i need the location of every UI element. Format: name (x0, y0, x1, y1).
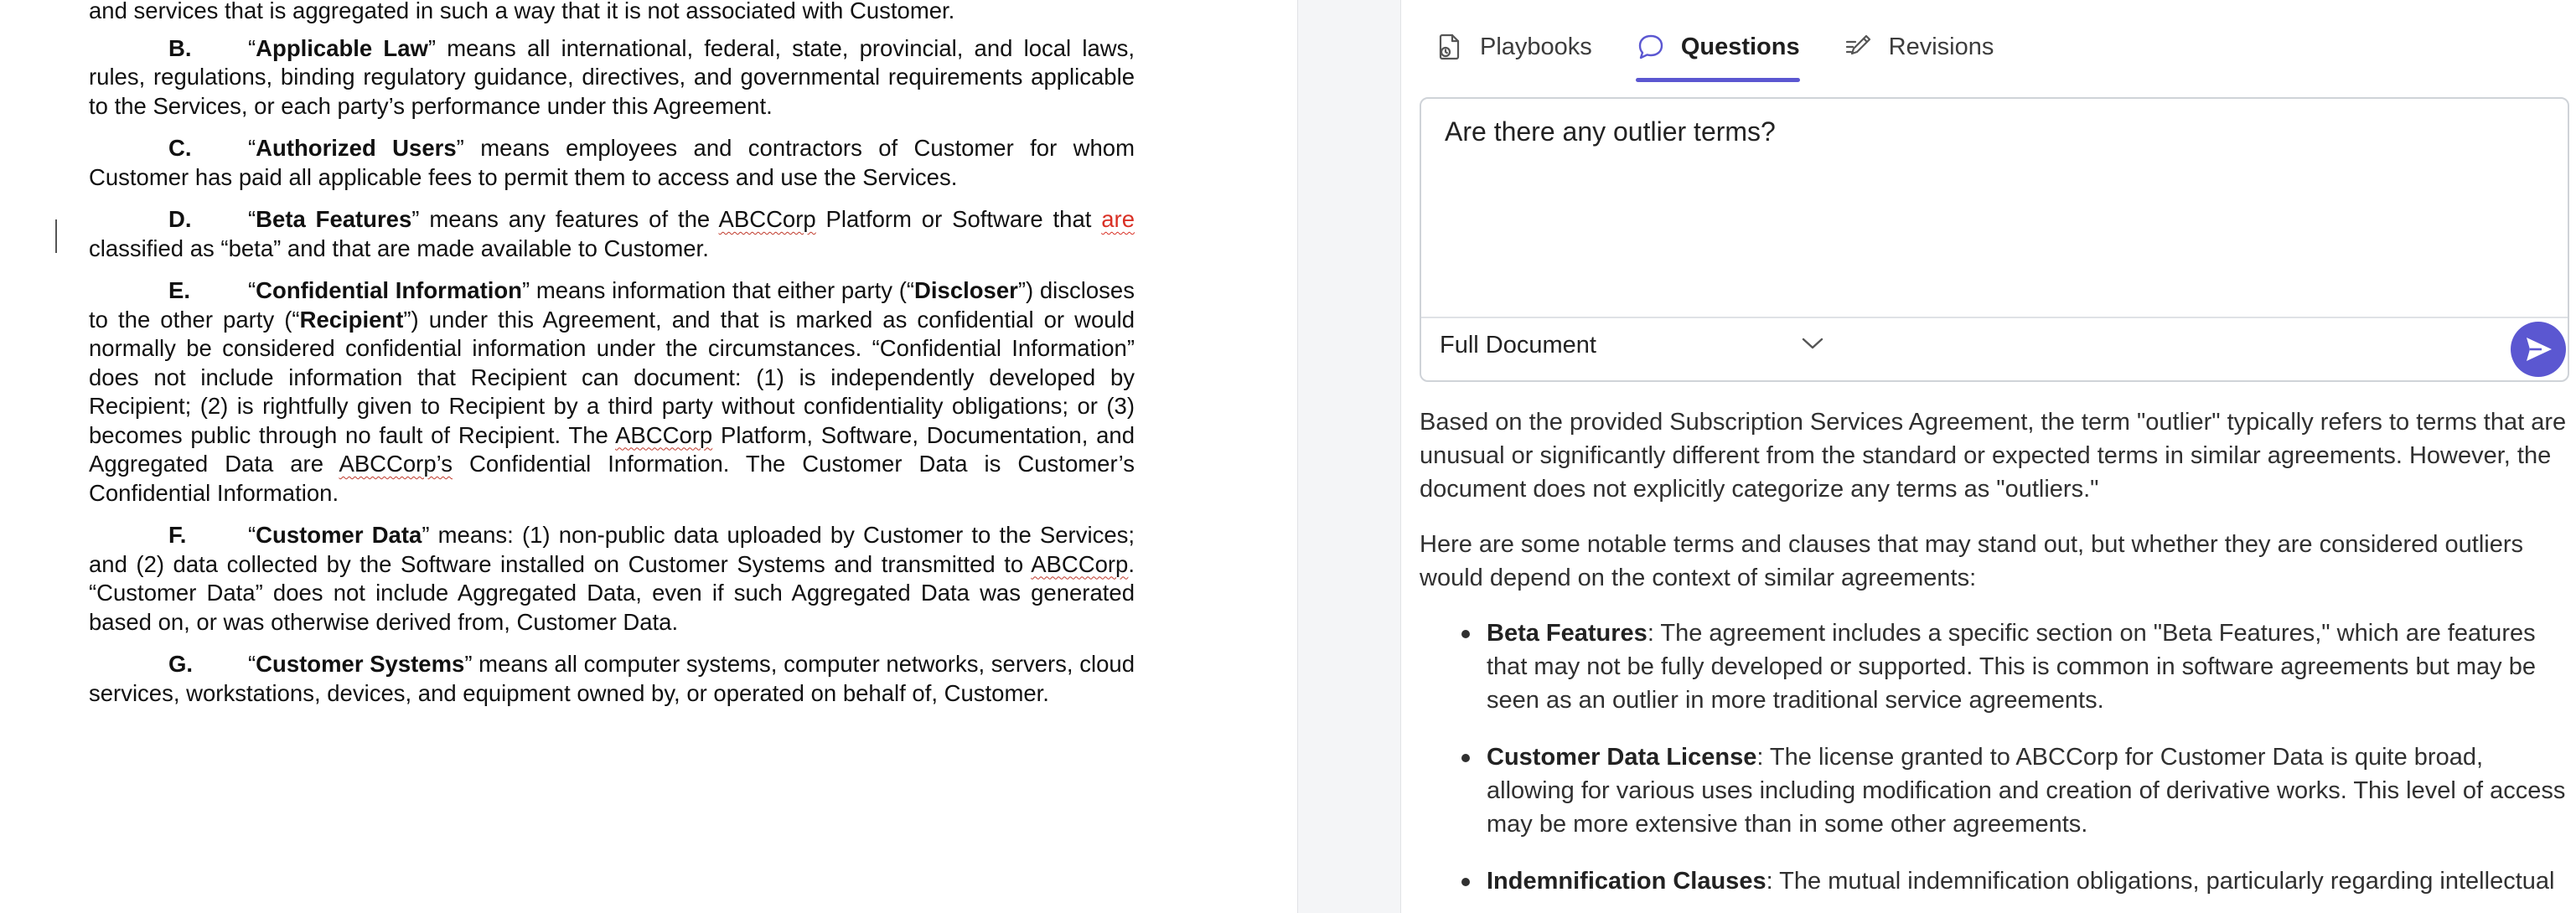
close-quote: ” (411, 206, 420, 232)
defined-term: Applicable Law (256, 34, 428, 61)
chevron-down-icon (1800, 335, 1825, 356)
spell-flagged-brand[interactable]: ABCCorp (718, 206, 816, 232)
tab-label: Revisions (1888, 33, 1994, 60)
open-quote: “ (248, 277, 256, 303)
doc-paragraph-aggregated-tail (89, 0, 1135, 26)
send-icon (2522, 333, 2554, 365)
definition-text: classified as “beta” and that are made available to Customer. (89, 235, 709, 261)
definition-text: ” means information that either party (“ (521, 277, 915, 303)
spell-flagged-brand[interactable]: ABCCorp (615, 421, 713, 448)
definition-confidential-information (89, 276, 1135, 508)
send-button[interactable] (2511, 322, 2566, 377)
defined-term-recipient: Recipient (299, 306, 404, 333)
definition-letter: E. (168, 277, 190, 303)
list-item-term: Beta Features (1487, 620, 1648, 647)
question-footer (1421, 317, 2568, 380)
list-item-term: Customer Data License (1487, 744, 1757, 771)
list-item-term: Indemnification Clauses (1487, 868, 1766, 895)
defined-term: Customer Systems (256, 651, 465, 677)
defined-term: Confidential Information (256, 277, 522, 303)
definition-text: . “Customer Data” does not include Aggregated Data, even if such Aggregated Data was generated based on, or was otherwise derived from, Customer Data. (89, 550, 1135, 635)
definition-letter: G. (168, 651, 194, 677)
definition-text: means any features of the (419, 206, 719, 232)
grammar-flagged-word[interactable]: are (1101, 206, 1135, 232)
playbook-icon (1435, 32, 1465, 62)
pen-icon (1844, 32, 1874, 62)
list-item (1461, 616, 2568, 717)
assistant-tabs (1435, 22, 1994, 85)
definition-text: Platform or Software that (815, 206, 1102, 232)
defined-term-discloser: Discloser (914, 277, 1018, 303)
close-quote: ” (456, 135, 464, 161)
defined-term: Authorized Users (256, 135, 457, 161)
definition-applicable-law (89, 34, 1135, 121)
assistant-pane (1401, 0, 2576, 913)
definition-customer-systems (89, 650, 1135, 708)
doc-text: and services that is aggregated in such a way that it is not associated with Customer. (89, 0, 955, 23)
definition-letter: B. (168, 34, 192, 61)
answer-content (1420, 405, 2568, 913)
answer-paragraph: Here are some notable terms and clauses that may stand out, but whether they are considered outliers would depend on the context of similar agreements: (1420, 531, 2523, 591)
defined-term: Customer Data (256, 522, 422, 548)
scope-dropdown[interactable] (1440, 332, 1825, 359)
answer-paragraph: Based on the provided Subscription Services Agreement, the term "outlier" typically refers to terms that are unusual or significantly different from the standard or expected terms in similar agreements. However, the document does not explicitly categorize any terms as "outliers." (1420, 409, 2567, 503)
definition-text: Confidential Information. The Customer Data is Customer’s Confidential Information. (89, 451, 1135, 506)
definition-text: ”) discloses to the other party (“ (89, 277, 1135, 333)
definition-letter: C. (168, 135, 192, 161)
open-quote: “ (248, 206, 256, 232)
definition-text: means employees and contractors of Customer for whom Customer has paid all applicable fees to permit them to access and use the Services. (89, 135, 1135, 190)
definition-authorized-users (89, 134, 1135, 192)
open-quote: “ (248, 651, 256, 677)
open-quote: “ (248, 34, 256, 61)
tab-questions[interactable] (1636, 22, 1800, 72)
answer-list (1461, 616, 2568, 898)
tab-revisions[interactable] (1844, 22, 1994, 72)
change-bar (55, 219, 57, 253)
list-item (1461, 740, 2568, 841)
tab-playbooks[interactable] (1435, 22, 1592, 72)
scope-selected-value: Full Document (1440, 332, 1596, 358)
tab-label: Questions (1680, 33, 1800, 60)
question-box (1420, 97, 2569, 382)
close-quote: ” (427, 34, 437, 61)
definition-beta-features (89, 205, 1135, 263)
definition-text: ”) under this Agreement, and that is marked as confidential or would normally be considered confidential information under the circumstances. “Confidential Information” does not include information that Recipient can document: (1) is independently developed by Recipient; (2) is rightfully given to Recipient by a third party without confidentiality obligations; or (3) becomes public through no fault of Recipient. The (89, 306, 1135, 448)
document-body[interactable] (89, 0, 1135, 721)
spell-flagged-brand[interactable]: ABCCorp (1031, 550, 1129, 577)
question-input[interactable] (1445, 114, 2544, 315)
list-item-text: : The agreement includes a specific section on "Beta Features," which are features that may not be fully developed or supported. This is common in software agreements but may be seen as an outlier in more traditional service agreements. (1487, 620, 2536, 714)
spell-flagged-brand[interactable]: ABCCorp’s (339, 451, 453, 477)
definition-text: ” means: (1) non-public data uploaded by Customer to the Services; and (2) data collected by the Software installed on Customer Systems and transmitted to (89, 522, 1135, 577)
defined-term: Beta Features (256, 206, 412, 232)
definition-letter: F. (168, 522, 187, 548)
definition-letter: D. (168, 206, 192, 232)
list-item-text: : The mutual indemnification obligations, particularly regarding intellectual (1766, 868, 2555, 895)
open-quote: “ (248, 522, 256, 548)
tab-label: Playbooks (1480, 33, 1592, 60)
list-item-text: : The license granted to ABCCorp for Customer Data is quite broad, allowing for various uses including modification and creation of derivative works. This level of access may be more extensive than in some other agreements. (1487, 744, 2566, 838)
pane-divider[interactable] (1297, 0, 1401, 913)
open-quote: “ (248, 135, 256, 161)
list-item (1461, 864, 2568, 898)
definition-text: Platform, Software, Documentation, and Aggregated Data are (89, 421, 1135, 477)
definition-text: ” means all computer systems, computer networks, servers, cloud services, workstations, devices, and equipment owned by, or operated on behalf of, Customer. (89, 651, 1135, 706)
chat-bubble-icon (1636, 32, 1666, 62)
definition-customer-data (89, 521, 1135, 637)
definition-text: means all international, federal, state, provincial, and local laws, rules, regulations, binding regulatory guidance, directives, and governmental requirements applicable to the Services, or each party’s performance under this Agreement. (89, 34, 1135, 119)
